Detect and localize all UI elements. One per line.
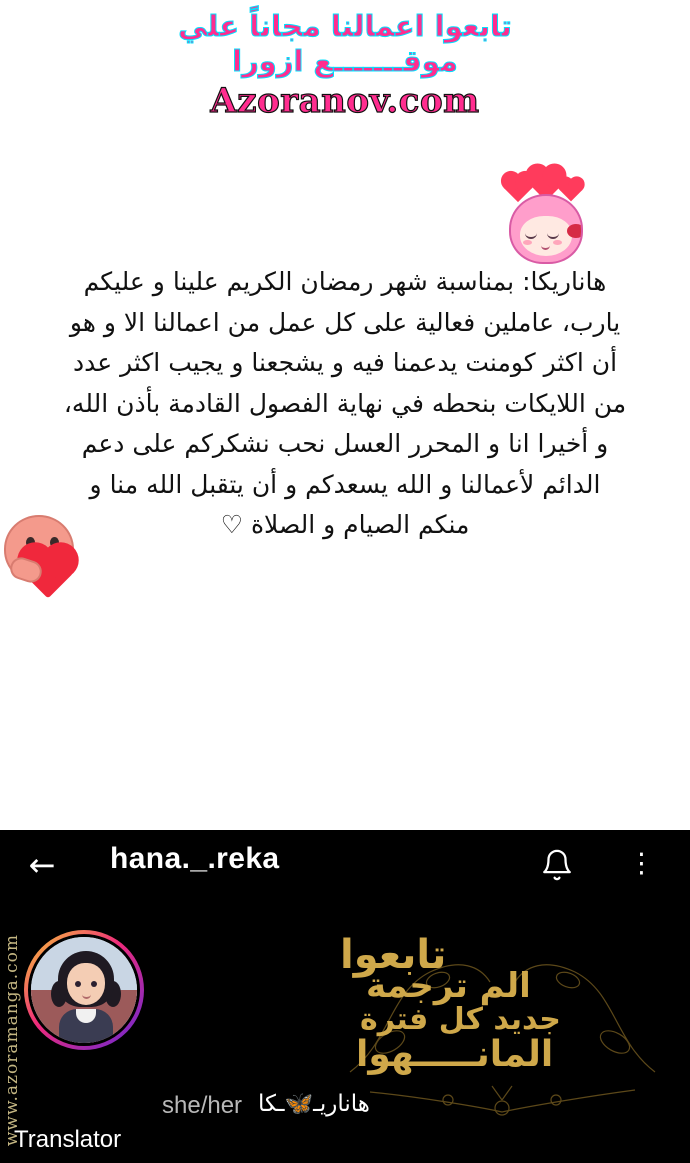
- blob-hugging-heart-sticker: [0, 515, 100, 613]
- watermark-site-url: Azoranov.com: [210, 81, 480, 122]
- sticker-eye-right: [547, 232, 559, 239]
- pink-haired-girl-hearts-sticker: [501, 168, 587, 260]
- gold-arabic-artwork: [330, 922, 675, 1122]
- profile-top-bar: [0, 830, 690, 900]
- sticker-head: [509, 194, 583, 264]
- gold-art-line-1: تابعوا: [340, 932, 447, 978]
- sticker-bow-icon: [567, 224, 583, 238]
- avatar-image: [28, 934, 140, 1046]
- sticker-eye-left: [525, 232, 537, 239]
- watermark-line-1: تابعوا اعمالنا مجاناً علي: [178, 9, 512, 43]
- back-arrow-icon[interactable]: ←: [28, 846, 56, 884]
- avatar-face: [67, 963, 105, 1005]
- top-watermark-banner: [0, 0, 690, 155]
- profile-pronouns: she/her: [162, 1092, 243, 1119]
- avatar-eye-right: [91, 981, 97, 987]
- profile-username[interactable]: hana._.reka: [110, 842, 280, 875]
- sticker-face: [520, 216, 572, 256]
- avatar-mouth: [82, 993, 91, 999]
- profile-role: Translator: [14, 1126, 122, 1153]
- profile-display-name: هاناريـ🦋ـكا: [258, 1091, 370, 1117]
- more-options-icon[interactable]: ⋮: [628, 848, 655, 879]
- gold-art-line-4: المانـــــهوا: [356, 1034, 554, 1075]
- avatar[interactable]: [24, 930, 144, 1050]
- watermark-line-2: موقـــــــع ازورا: [232, 44, 458, 79]
- post-caption-text: هاناريكا: بمناسبة شهر رمضان الكريم علينا و عليكم يارب، عاملين فعالية على كل عمل من اعمالنا الا و هو أن اكثر كومنت يدعمنا فيه و يشجعنا و يجيب اكثر عدد من اللايكات بنحطه في نهاية الفصول القادمة بأذن الله، و أخيرا انا و المحرر العسل نحب نشكركم على دعم الدائم لأعمالنا و الله يسعدكم و أن يتقبل الله منا و منكم الصيام و الصلاة ♡: [63, 267, 627, 539]
- gold-art-line-2: الم ترجمة: [366, 966, 531, 1006]
- sticker-mouth: [541, 243, 550, 250]
- notification-bell-icon[interactable]: [540, 848, 574, 882]
- vertical-watermark: www.azoramanga.com: [2, 934, 22, 1147]
- sticker-blush-left: [523, 240, 532, 245]
- avatar-eye-left: [75, 981, 81, 987]
- gold-art-line-3: جديد كل فترة: [360, 1002, 561, 1037]
- sticker-blush-right: [553, 240, 562, 245]
